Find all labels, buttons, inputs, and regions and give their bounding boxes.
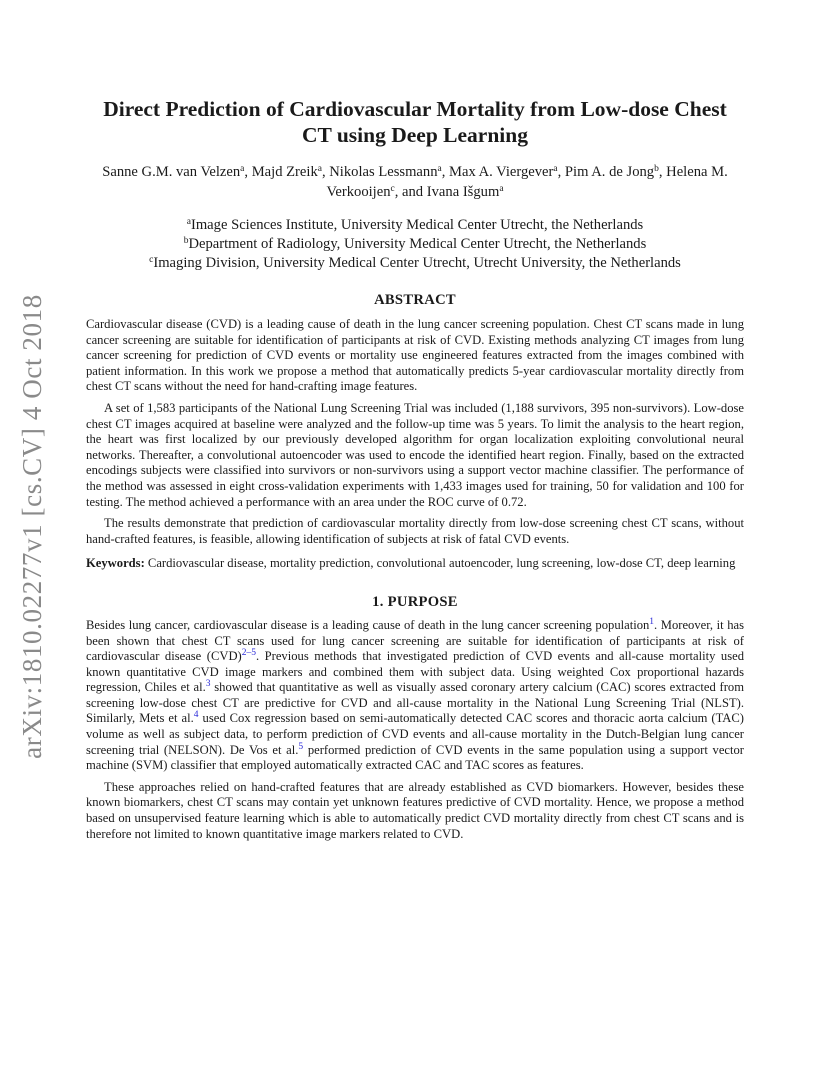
paper-page bbox=[86, 96, 744, 842]
citation-link[interactable]: 3 bbox=[205, 679, 211, 690]
affiliation-marker: a bbox=[186, 217, 191, 227]
author-affiliation-marker: c bbox=[390, 184, 395, 194]
author-separator: , bbox=[244, 164, 252, 180]
purpose-text-segment: used Cox regression based on semi-automatically detected CAC scores and thoracic aorta calcium (TAC) volume as well as subject data, to perform prediction of CVD events and all-cause mortality in the Dutch-Belgian lung cancer screening trial (NELSON). De Vos et al. bbox=[86, 711, 744, 757]
abstract-paragraph-2: A set of 1,583 participants of the National Lung Screening Trial was included (1,188 survivors, 395 non-survivors). Low-dose chest CT images acquired at baseline were analyzed and the follow-up time was 5 years. To limit the analysis to the heart region, the heart was first localized by our previously developed algorithm for organ localization exploiting convolutional neural networks. Thereafter, a convolutional autoencoder was used to encode the identified heart region. Finally, based on the extracted encodings subjects were classified into survivors or non-survivors using a support vector machine classifier. The performance of the method was assessed in eight cross-validation experiments with 1,433 images used for training, 50 for validation and 100 for testing. The method achieved a performance with an area under the ROC curve of 0.72. bbox=[86, 400, 744, 509]
purpose-text-segment: showed that quantitative as well as visually assed coronary artery calcium (CAC) scores extracted from screening low-dose chest CT are predictive for CVD and all-cause mortality in the National Lung Screening Trial (NLST). Similarly, Mets et al. bbox=[86, 680, 744, 726]
abstract-paragraph-3: The results demonstrate that prediction of cardiovascular mortality directly from low-dose screening chest CT scans, without hand-crafted features, is feasible, allowing identification of subjects at risk of fatal CVD events. bbox=[86, 516, 744, 546]
author-affiliation-marker: a bbox=[553, 164, 558, 174]
author-affiliation-marker: b bbox=[654, 164, 659, 174]
arxiv-identifier-text: arXiv:1810.02277v1 [cs.CV] 4 Oct 2018 bbox=[16, 293, 47, 759]
author-name: Pim A. de Jong bbox=[564, 164, 655, 180]
purpose-text-segment: . Previous methods that investigated prediction of CVD events and all-cause mortality used known quantitative CVD image markers and combined them with subject data. Using weighted Cox proportional hazards regression, Chiles et al. bbox=[86, 649, 744, 695]
citation-link[interactable]: 2–5 bbox=[241, 648, 256, 659]
author-affiliation-marker: a bbox=[437, 164, 442, 174]
purpose-text-segment: performed prediction of CVD events in the same population using a support vector machine (SVM) classifier that employed automatically extracted CAC and TAC scores as features. bbox=[86, 742, 744, 773]
citation-link[interactable]: 5 bbox=[298, 741, 304, 752]
citation-link[interactable]: 4 bbox=[193, 710, 199, 721]
purpose-text-segment: Besides lung cancer, cardiovascular disease is a leading cause of death in the lung cancer screening population bbox=[86, 617, 650, 632]
affiliation-text: Imaging Division, University Medical Center Utrecht, Utrecht University, the Netherlands bbox=[153, 255, 681, 271]
author-separator: , bbox=[658, 164, 667, 180]
keywords-block bbox=[86, 556, 744, 572]
purpose-heading: 1. PURPOSE bbox=[372, 593, 458, 610]
purpose-text-segment: . Moreover, it has been shown that chest CT scans used for lung cancer screening are suitable for identification of participants at risk of cardiovascular disease (CVD) bbox=[86, 617, 744, 664]
affiliation-marker: c bbox=[149, 255, 154, 265]
keywords-label: Keywords: bbox=[86, 556, 145, 571]
abstract-paragraph-1: Cardiovascular disease (CVD) is a leading cause of death in the lung cancer screening population. Chest CT scans made in lung cancer screening are suitable for identification of participants at risk of CVD. Existing methods analyzing CT images from lung cancer screening for prediction of CVD events or mortality use engineered features extracted from the images combined with patient information. In this work we propose a method that automatically predicts 5-year cardiovascular mortality directly from chest CT scans without the need for hand-crafting image features. bbox=[86, 317, 744, 394]
author-separator: , bbox=[557, 164, 565, 180]
author-separator: , bbox=[321, 164, 330, 180]
author-affiliation-marker: a bbox=[240, 164, 245, 174]
author-separator: , bbox=[441, 164, 450, 180]
author-affiliation-marker: a bbox=[499, 184, 504, 194]
author-separator: , and bbox=[394, 184, 427, 200]
affiliation-line bbox=[86, 216, 744, 235]
keywords-text: Cardiovascular disease, mortality prediction, convolutional autoencoder, lung screening, low-dose CT, deep learning bbox=[144, 556, 736, 571]
author-name: Ivana Išgum bbox=[426, 184, 500, 200]
author-list bbox=[86, 162, 744, 202]
abstract-heading: ABSTRACT bbox=[374, 292, 456, 308]
arxiv-identifier-stamp bbox=[2, 293, 62, 759]
author-name: Majd Zreik bbox=[251, 164, 318, 180]
affiliation-line bbox=[86, 254, 744, 273]
author-name: Max A. Viergever bbox=[449, 164, 554, 180]
purpose-paragraph-2: These approaches relied on hand-crafted features that are already established as CVD biomarkers. However, besides these known biomarkers, chest CT scans may contain yet unknown features predictive of CVD mortality. Hence, we propose a method based on unsupervised feature learning which is able to automatically predict CVD mortality directly from chest CT scans and is therefore not limited to known quantitative image markers related to CVD. bbox=[86, 779, 744, 841]
author-name: Nikolas Lessmann bbox=[329, 164, 438, 180]
author-name: Helena M. Verkooijen bbox=[326, 164, 728, 200]
paper-title: Direct Prediction of Cardiovascular Mortality from Low-dose Chest CT using Deep Learning bbox=[103, 97, 727, 147]
purpose-paragraph-1 bbox=[86, 618, 744, 774]
author-name: Sanne G.M. van Velzen bbox=[102, 164, 241, 180]
affiliation-line bbox=[86, 235, 744, 254]
author-affiliation-marker: a bbox=[317, 164, 322, 174]
affiliation-text: Image Sciences Institute, University Medical Center Utrecht, the Netherlands bbox=[190, 217, 644, 233]
affiliation-list bbox=[86, 216, 744, 273]
affiliation-marker: b bbox=[183, 236, 189, 246]
citation-link[interactable]: 1 bbox=[649, 616, 655, 627]
affiliation-text: Department of Radiology, University Medical Center Utrecht, the Netherlands bbox=[188, 236, 647, 252]
